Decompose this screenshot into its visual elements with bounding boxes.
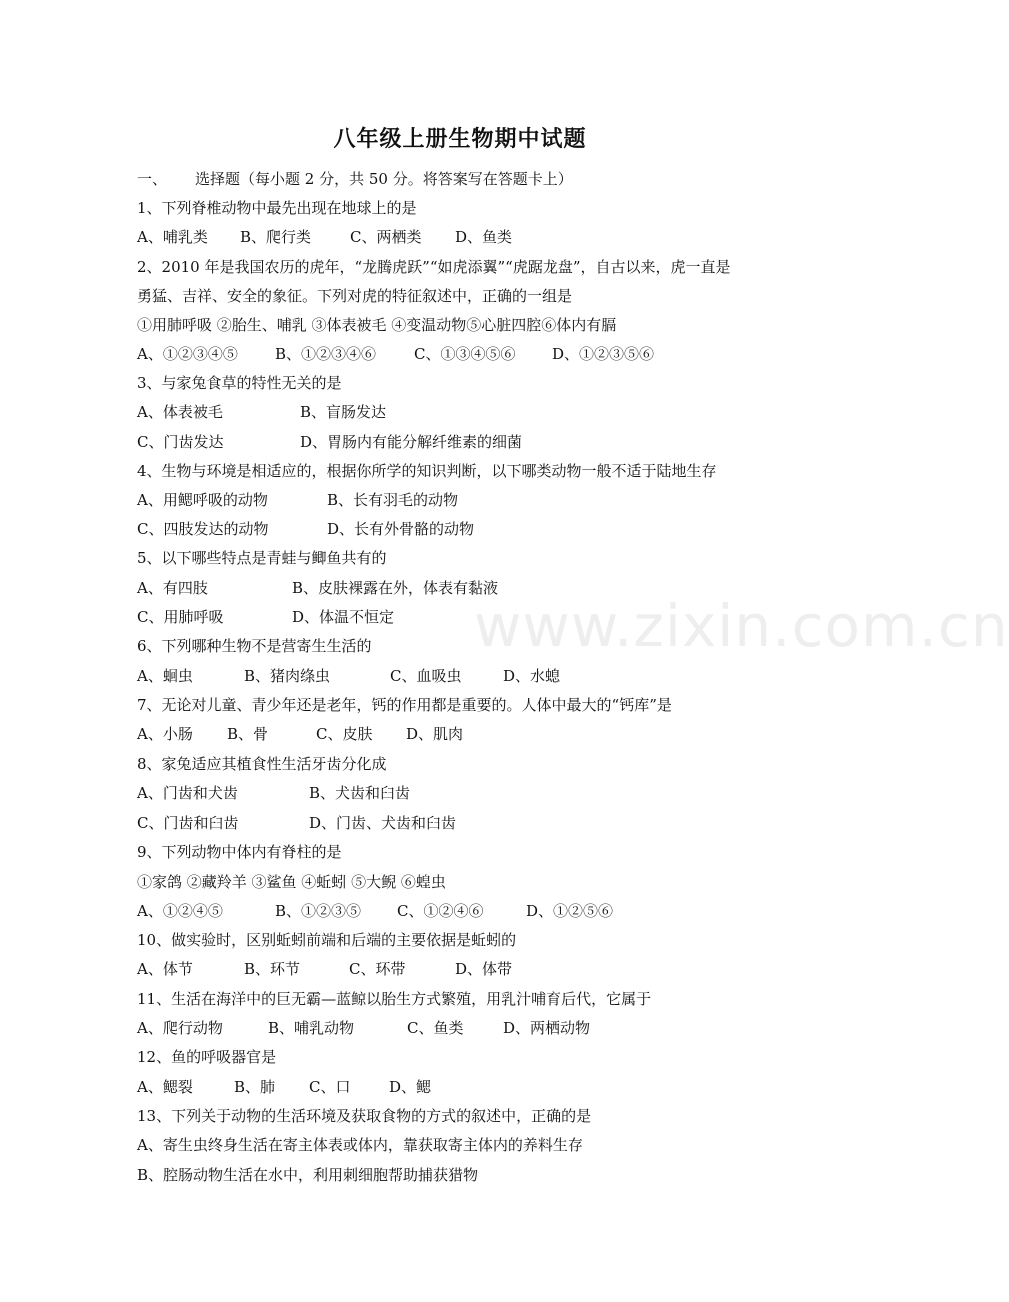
- option-b: B、长有羽毛的动物: [327, 491, 459, 509]
- question-9-stem: ①家鸽 ②藏羚羊 ③鲨鱼 ④蚯蚓 ⑤大鲵 ⑥蝗虫: [137, 873, 446, 891]
- option-a: A、有四肢: [137, 579, 208, 597]
- option-d: D、两栖动物: [503, 1019, 591, 1037]
- question-7-options: [137, 722, 837, 746]
- question-8-options-ab: [137, 781, 837, 805]
- question-13-option-a: A、寄生虫终身生活在寄主体表或体内，靠获取寄主体内的养料生存: [137, 1136, 583, 1154]
- section-number: 一、: [137, 170, 168, 188]
- question-8-options-cd: [137, 811, 837, 835]
- question-8: 8、家兔适应其植食性生活牙齿分化成: [137, 755, 387, 773]
- section-text: 选择题（每小题 2 分，共 50 分。将答案写在答题卡上）: [195, 170, 573, 188]
- question-2: 2、2010 年是我国农历的虎年，“龙腾虎跃”“如虎添翼”“虎踞龙盘”，自古以来，虎一直是: [137, 258, 731, 276]
- option-d: D、①②⑤⑥: [526, 902, 614, 920]
- question-9: 9、下列动物中体内有脊柱的是: [137, 843, 342, 861]
- option-c: C、口: [309, 1078, 351, 1096]
- option-d: D、体带: [455, 960, 513, 978]
- option-c: C、门齿和臼齿: [137, 814, 239, 832]
- question-12-options: [137, 1075, 837, 1099]
- option-b: B、犬齿和臼齿: [309, 784, 411, 802]
- question-11: 11、生活在海洋中的巨无霸—蓝鲸以胎生方式繁殖，用乳汁哺育后代，它属于: [137, 990, 652, 1008]
- option-c: C、皮肤: [316, 725, 373, 743]
- option-b: B、盲肠发达: [300, 403, 387, 421]
- option-a: A、小肠: [137, 725, 193, 743]
- option-c: C、①③④⑤⑥: [414, 345, 516, 363]
- option-d: D、门齿、犬齿和臼齿: [309, 814, 457, 832]
- option-a: A、用鳃呼吸的动物: [137, 491, 268, 509]
- option-b: B、皮肤裸露在外，体表有黏液: [292, 579, 499, 597]
- question-1: 1、下列脊椎动物中最先出现在地球上的是: [137, 199, 417, 217]
- question-12: 12、鱼的呼吸器官是: [137, 1048, 277, 1066]
- option-d: D、胃肠内有能分解纤维素的细菌: [300, 433, 523, 451]
- option-a: A、体表被毛: [137, 403, 223, 421]
- question-10: 10、做实验时，区别蚯蚓前端和后端的主要依据是蚯蚓的: [137, 931, 517, 949]
- question-9-options: [137, 899, 837, 923]
- option-d: D、鳃: [389, 1078, 432, 1096]
- option-b: B、哺乳动物: [268, 1019, 355, 1037]
- option-a: A、蛔虫: [137, 667, 193, 685]
- question-3-options-cd: [137, 430, 837, 454]
- question-7: 7、无论对儿童、青少年还是老年，钙的作用都是重要的。人体中最大的“钙库”是: [137, 696, 672, 714]
- question-10-options: [137, 957, 837, 981]
- option-c: C、用肺呼吸: [137, 608, 224, 626]
- question-2-cont: 勇猛、吉祥、安全的象征。下列对虎的特征叙述中，正确的一组是: [137, 287, 573, 305]
- question-5-options-ab: [137, 576, 837, 600]
- option-b: B、骨: [227, 725, 269, 743]
- question-4: 4、生物与环境是相适应的，根据你所学的知识判断，以下哪类动物一般不适于陆地生存: [137, 462, 717, 480]
- option-c: C、①②④⑥: [397, 902, 484, 920]
- option-d: D、①②③⑤⑥: [552, 345, 655, 363]
- option-a: A、鳃裂: [137, 1078, 193, 1096]
- question-6: 6、下列哪种生物不是营寄生生活的: [137, 637, 372, 655]
- question-4-options-cd: [137, 517, 837, 541]
- section-heading: [137, 167, 573, 191]
- option-c: C、鱼类: [407, 1019, 464, 1037]
- question-2-stem: ①用肺呼吸 ②胎生、哺乳 ③体表被毛 ④变温动物⑤心脏四腔⑥体内有膈: [137, 316, 617, 334]
- option-b: B、猪肉绦虫: [244, 667, 331, 685]
- option-b: B、①②③⑤: [275, 902, 362, 920]
- option-b: B、①②③④⑥: [275, 345, 377, 363]
- option-a: A、体节: [137, 960, 193, 978]
- option-a: A、①②③④⑤: [137, 345, 238, 363]
- option-c: C、门齿发达: [137, 433, 224, 451]
- option-a: A、门齿和犬齿: [137, 784, 238, 802]
- question-13: 13、下列关于动物的生活环境及获取食物的方式的叙述中，正确的是: [137, 1107, 592, 1125]
- option-a: A、①②④⑤: [137, 902, 223, 920]
- page-title: 八年级上册生物期中试题: [333, 126, 587, 152]
- question-3: 3、与家兔食草的特性无关的是: [137, 374, 342, 392]
- question-5: 5、以下哪些特点是青蛙与鲫鱼共有的: [137, 549, 387, 567]
- option-d: D、体温不恒定: [292, 608, 395, 626]
- watermark: www.zixin.com.cn: [474, 592, 1009, 660]
- question-6-options: [137, 664, 837, 688]
- option-a: A、哺乳类: [137, 228, 208, 246]
- option-b: B、肺: [234, 1078, 276, 1096]
- question-4-options-ab: [137, 488, 837, 512]
- question-13-option-b: B、腔肠动物生活在水中，利用刺细胞帮助捕获猎物: [137, 1166, 479, 1184]
- question-1-options: [137, 225, 837, 249]
- option-d: D、水螅: [503, 667, 561, 685]
- option-c: C、环带: [349, 960, 406, 978]
- option-b: B、爬行类: [240, 228, 312, 246]
- option-a: A、爬行动物: [137, 1019, 223, 1037]
- question-3-options-ab: [137, 400, 837, 424]
- question-2-options: [137, 342, 837, 366]
- option-c: C、四肢发达的动物: [137, 520, 269, 538]
- option-c: C、血吸虫: [390, 667, 462, 685]
- option-d: D、长有外骨骼的动物: [327, 520, 475, 538]
- option-c: C、两栖类: [350, 228, 422, 246]
- option-d: D、鱼类: [455, 228, 513, 246]
- option-b: B、环节: [244, 960, 301, 978]
- option-d: D、肌肉: [406, 725, 464, 743]
- question-11-options: [137, 1016, 837, 1040]
- question-5-options-cd: [137, 605, 837, 629]
